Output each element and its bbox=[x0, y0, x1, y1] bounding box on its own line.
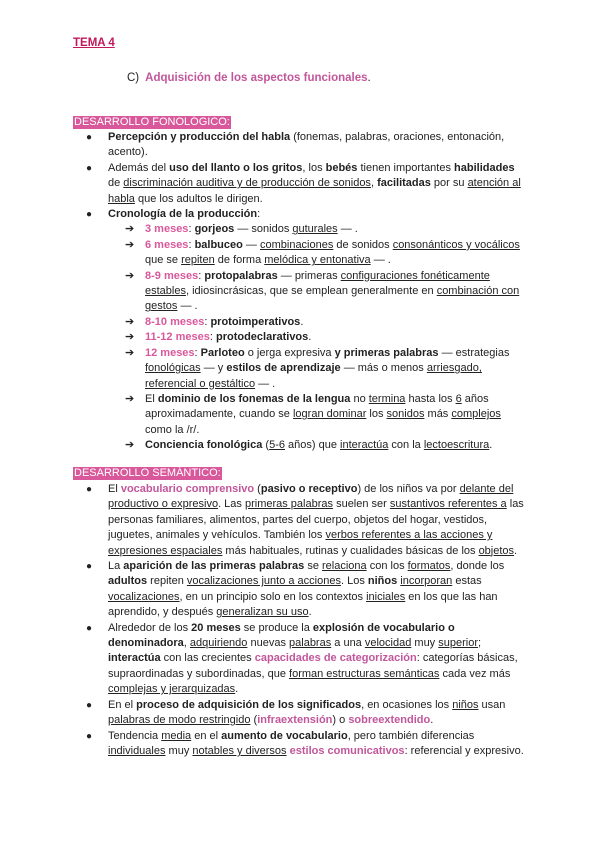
page-title: TEMA 4 bbox=[73, 37, 115, 49]
bullet-icon: ● bbox=[86, 484, 93, 495]
section-heading-semantico: DESARROLLO SEMÁNTICO: bbox=[74, 467, 221, 479]
list-item: ● Tendencia media en el aumento de vocabulario, pero también diferencias individuales muy notables y diversos estilos comunicativos: referencial y expresivo. bbox=[86, 729, 524, 757]
list-item: ● Además del uso del llanto o los gritos, los bebés tienen importantes habilidades de discriminación auditiva y de producción de sonidos, facilitadas por su atención al habla que los adultos le dirigen. bbox=[86, 161, 521, 205]
semantico-list bbox=[86, 482, 528, 759]
subtitle-text: Adquisición de los aspectos funcionales bbox=[145, 72, 368, 84]
bullet-icon: ● bbox=[86, 132, 93, 143]
list-item: ● Alrededor de los 20 meses se produce la explosión de vocabulario o denominadora, adquiriendo nuevas palabras a una velocidad muy superior; interactúa con las crecientes capacidades de categorización: categorías básicas, supraordinadas y subordinadas, que forman estructuras semánticas cada vez más complejas y jerarquizadas. bbox=[86, 621, 518, 696]
bullet-icon: ● bbox=[86, 561, 93, 573]
list-item: ➔ Conciencia fonológica (5-6 años) que interactúa con la lectoescritura. bbox=[145, 438, 527, 453]
bullet-icon: ● bbox=[86, 622, 93, 634]
list-item: ➔ 12 meses: Parloteo o jerga expresiva y primeras palabras — estrategias fonológicas — y estilos de aprendizaje — más o menos arriesgado, referencial o gestáltico — . bbox=[125, 346, 510, 390]
arrow-icon: ➔ bbox=[125, 223, 135, 236]
arrow-icon: ➔ bbox=[125, 238, 135, 251]
list-item: ➔ 8-10 meses: protoimperativos. bbox=[145, 315, 527, 330]
list-item: ● La aparición de las primeras palabras se relaciona con los formatos, donde los adultos repiten vocalizaciones junto a acciones. Los niños incorporan estas vocalizaciones, en un principio solo en los contextos iniciales en los que las han aprendido, y después generalizan su uso. bbox=[86, 560, 505, 619]
section-heading-fonologico: DESARROLLO FONOLÓGICO: bbox=[74, 116, 230, 128]
subtitle-letter: C) bbox=[127, 72, 140, 84]
bullet-icon: ● bbox=[86, 209, 93, 221]
arrow-icon: ➔ bbox=[125, 346, 135, 359]
list-item: ● El vocabulario comprensivo (pasivo o receptivo) de los niños va por delante del productivo o expresivo. Las primeras palabras suelen ser sustantivos referentes a las personas familiares, alimentos, partes del cuerpo, objetos del hogar, vestidos, juguetes, animales y vehículos. También los verbos referentes a las acciones y expresiones espaciales más habituales, rutinas y cualidades básicas de los objetos. bbox=[86, 483, 524, 557]
arrow-icon: ➔ bbox=[125, 315, 135, 328]
bullet-icon: ● bbox=[86, 162, 93, 174]
list-item: ● Cronología de la producción: bbox=[108, 207, 528, 222]
list-item: ➔ 6 meses: balbuceo — combinaciones de sonidos consonánticos y vocálicos que se repiten de forma melódica y entonativa — . bbox=[125, 238, 520, 267]
list-item: ➔ 11-12 meses: protodeclarativos. bbox=[145, 330, 527, 345]
list-item: ➔ El dominio de los fonemas de la lengua no termina hasta los 6 años aproximadamente, cuando se logran dominar los sonidos más complejos como la /r/. bbox=[125, 392, 501, 436]
arrow-icon: ➔ bbox=[125, 331, 135, 344]
arrow-icon: ➔ bbox=[125, 269, 135, 282]
fonologico-list bbox=[86, 130, 528, 454]
list-item: ➔ 3 meses: gorjeos — sonidos guturales — . bbox=[145, 222, 527, 237]
bullet-icon: ● bbox=[86, 730, 93, 742]
cronologia-sublist bbox=[125, 222, 527, 453]
list-item: ➔ 8-9 meses: protopalabras — primeras configuraciones fonéticamente estables, idiosincrásicas, que se emplean generalmente en combinación con gestos — . bbox=[125, 269, 520, 313]
bullet-icon: ● bbox=[86, 699, 93, 711]
arrow-icon: ➔ bbox=[125, 392, 135, 405]
list-item: ● En el proceso de adquisición de los significados, en ocasiones los niños usan palabras de modo restringido (infraextensión) o sobreextendido. bbox=[86, 698, 506, 727]
subtitle-period: . bbox=[367, 72, 371, 84]
arrow-icon: ➔ bbox=[125, 439, 135, 452]
subtitle bbox=[127, 72, 371, 84]
list-item: ● Percepción y producción del habla (fonemas, palabras, oraciones, entonación, acento). bbox=[86, 131, 505, 159]
